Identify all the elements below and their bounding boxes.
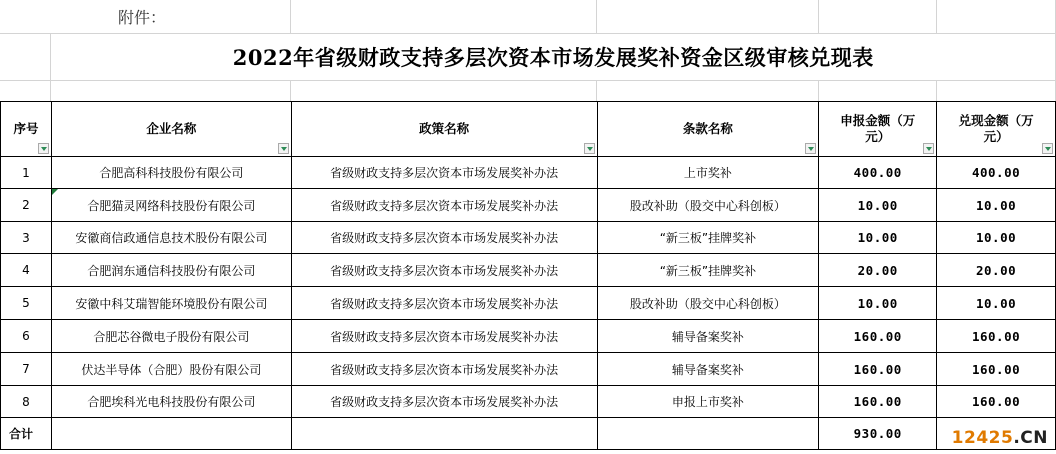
total-label[interactable]: 合计	[1, 418, 52, 450]
redeemed-cell[interactable]: 20.00	[937, 254, 1056, 287]
policy-cell[interactable]: 省级财政支持多层次资本市场发展奖补办法	[291, 254, 597, 287]
table-row	[1, 254, 1056, 287]
company-cell[interactable]	[51, 189, 291, 222]
declared-cell[interactable]: 160.00	[819, 353, 937, 386]
seq-cell[interactable]: 3	[1, 222, 52, 254]
table-row	[1, 320, 1056, 353]
column-header-clause[interactable]	[597, 102, 819, 157]
redeemed-cell[interactable]: 160.00	[937, 386, 1056, 418]
watermark-suffix: .CN	[1013, 428, 1048, 448]
policy-cell[interactable]: 省级财政支持多层次资本市场发展奖补办法	[291, 189, 597, 222]
blank-cell[interactable]	[0, 80, 51, 101]
filter-dropdown-icon[interactable]	[923, 143, 934, 154]
table-row	[1, 386, 1056, 418]
blank-cell[interactable]	[597, 0, 819, 33]
redeemed-cell[interactable]: 160.00	[937, 320, 1056, 353]
filter-dropdown-icon[interactable]	[805, 143, 816, 154]
header-label: 申报金额（万元）	[840, 113, 916, 144]
column-header-declared[interactable]	[819, 102, 937, 157]
filter-dropdown-icon[interactable]	[1042, 143, 1053, 154]
blank-cell[interactable]	[51, 418, 291, 450]
policy-cell[interactable]: 省级财政支持多层次资本市场发展奖补办法	[291, 222, 597, 254]
blank-cell[interactable]	[937, 0, 1056, 33]
policy-cell[interactable]: 省级财政支持多层次资本市场发展奖补办法	[291, 320, 597, 353]
top-rows	[0, 0, 1056, 102]
filter-dropdown-icon[interactable]	[38, 143, 49, 154]
seq-cell[interactable]: 2	[1, 189, 52, 222]
clause-cell[interactable]: 股改补助（股交中心科创板）	[597, 287, 819, 320]
header-label: 政策名称	[419, 121, 470, 136]
blank-cell[interactable]	[597, 80, 819, 101]
table-row	[1, 157, 1056, 189]
table-row	[1, 287, 1056, 320]
seq-cell[interactable]: 1	[1, 157, 52, 189]
filter-dropdown-icon[interactable]	[584, 143, 595, 154]
seq-cell[interactable]: 6	[1, 320, 52, 353]
company-text: 合肥猫灵网络科技股份有限公司	[87, 198, 256, 213]
clause-cell[interactable]: 辅导备案奖补	[597, 353, 819, 386]
blank-cell[interactable]	[291, 80, 597, 101]
company-cell[interactable]: 合肥高科科技股份有限公司	[51, 157, 291, 189]
watermark-brand: 12425	[951, 428, 1014, 448]
company-cell[interactable]: 合肥润东通信科技股份有限公司	[51, 254, 291, 287]
table-row	[1, 222, 1056, 254]
declared-cell[interactable]: 20.00	[819, 254, 937, 287]
total-row	[1, 418, 1056, 450]
blank-cell[interactable]	[819, 0, 937, 33]
table-row	[1, 353, 1056, 386]
blank-cell[interactable]	[597, 418, 819, 450]
header-label: 序号	[13, 121, 39, 136]
header-label: 条款名称	[682, 121, 733, 136]
seq-cell[interactable]: 4	[1, 254, 52, 287]
redeemed-cell[interactable]: 10.00	[937, 222, 1056, 254]
declared-cell[interactable]: 10.00	[819, 287, 937, 320]
seq-cell[interactable]: 8	[1, 386, 52, 418]
policy-cell[interactable]: 省级财政支持多层次资本市场发展奖补办法	[291, 386, 597, 418]
policy-cell[interactable]: 省级财政支持多层次资本市场发展奖补办法	[291, 353, 597, 386]
data-table	[0, 101, 1056, 450]
declared-cell[interactable]: 400.00	[819, 157, 937, 189]
total-declared-cell[interactable]: 930.00	[819, 418, 937, 450]
column-header-redeemed[interactable]	[937, 102, 1056, 157]
policy-cell[interactable]: 省级财政支持多层次资本市场发展奖补办法	[291, 157, 597, 189]
clause-cell[interactable]: 股改补助（股交中心科创板）	[597, 189, 819, 222]
blank-cell[interactable]	[291, 0, 597, 33]
blank-cell[interactable]	[291, 418, 597, 450]
clause-cell[interactable]: 上市奖补	[597, 157, 819, 189]
header-label: 企业名称	[146, 121, 197, 136]
redeemed-cell[interactable]: 400.00	[937, 157, 1056, 189]
declared-cell[interactable]: 160.00	[819, 386, 937, 418]
seq-cell[interactable]: 7	[1, 353, 52, 386]
redeemed-cell[interactable]: 10.00	[937, 287, 1056, 320]
column-header-seq[interactable]	[1, 102, 52, 157]
redeemed-cell[interactable]: 160.00	[937, 353, 1056, 386]
company-cell[interactable]: 合肥芯谷微电子股份有限公司	[51, 320, 291, 353]
policy-cell[interactable]: 省级财政支持多层次资本市场发展奖补办法	[291, 287, 597, 320]
page-title: 2022年省级财政支持多层次资本市场发展奖补资金区级审核兑现表	[51, 33, 1056, 80]
company-cell[interactable]: 合肥埃科光电科技股份有限公司	[51, 386, 291, 418]
declared-cell[interactable]: 160.00	[819, 320, 937, 353]
declared-cell[interactable]: 10.00	[819, 222, 937, 254]
redeemed-cell[interactable]: 10.00	[937, 189, 1056, 222]
blank-cell[interactable]	[937, 80, 1056, 101]
company-cell[interactable]: 伏达半导体（合肥）股份有限公司	[51, 353, 291, 386]
clause-cell[interactable]: 辅导备案奖补	[597, 320, 819, 353]
blank-cell[interactable]	[819, 80, 937, 101]
company-cell[interactable]: 安徽商信政通信息技术股份有限公司	[51, 222, 291, 254]
attachment-label: 附件：	[0, 0, 291, 33]
clause-cell[interactable]: 申报上市奖补	[597, 386, 819, 418]
seq-cell[interactable]: 5	[1, 287, 52, 320]
clause-cell[interactable]: “新三板”挂牌奖补	[597, 222, 819, 254]
site-watermark	[952, 428, 1048, 448]
comment-marker-icon	[52, 189, 58, 195]
column-header-policy[interactable]	[291, 102, 597, 157]
header-label: 兑现金额（万元）	[958, 113, 1034, 144]
declared-cell[interactable]: 10.00	[819, 189, 937, 222]
filter-dropdown-icon[interactable]	[278, 143, 289, 154]
blank-cell[interactable]	[0, 33, 51, 80]
column-header-company[interactable]	[51, 102, 291, 157]
blank-cell[interactable]	[51, 80, 291, 101]
header-row	[1, 102, 1056, 157]
clause-cell[interactable]: “新三板”挂牌奖补	[597, 254, 819, 287]
table-row	[1, 189, 1056, 222]
company-cell[interactable]: 安徽中科艾瑞智能环境股份有限公司	[51, 287, 291, 320]
